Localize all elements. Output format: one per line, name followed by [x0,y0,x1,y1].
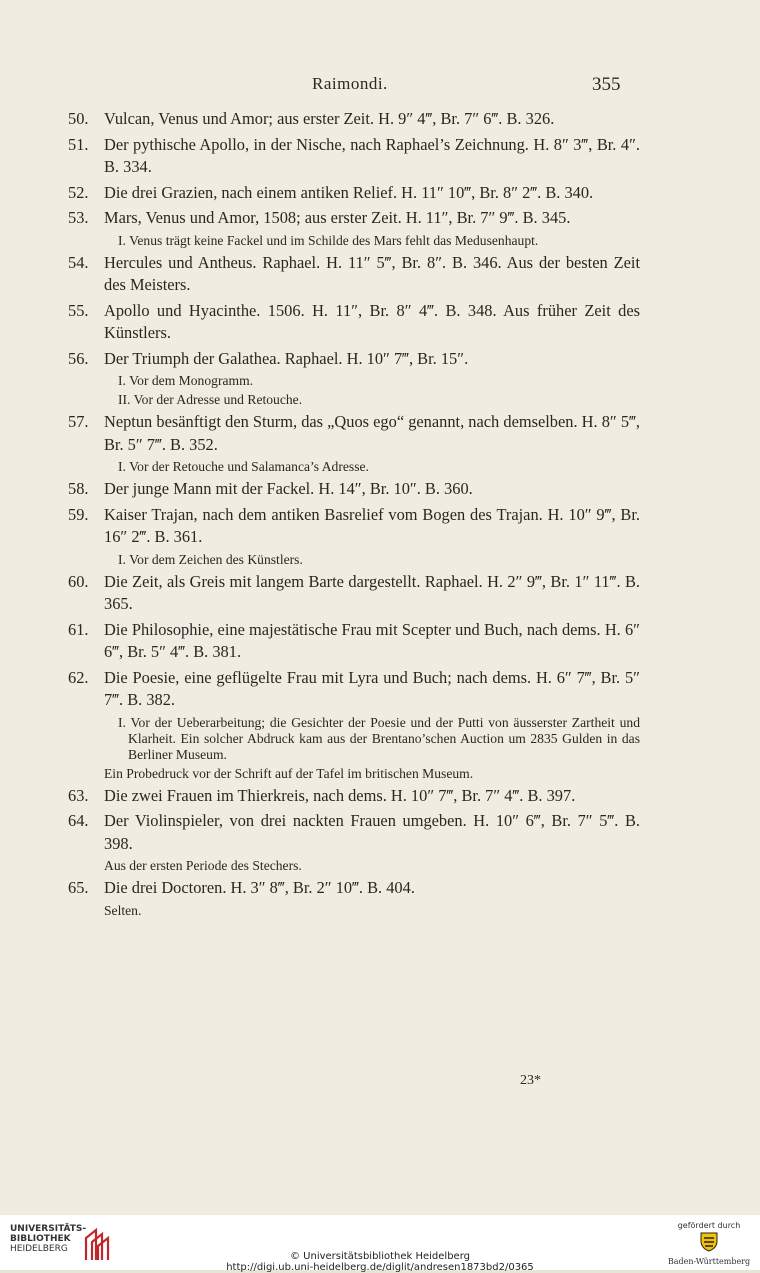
entry-text: Der pythische Apollo, in der Nische, nach Raphael’s Zeichnung. H. 8″ 3‴, Br. 4″. B. 334. [104,134,640,176]
entry-text: Die drei Doctoren. H. 3″ 8‴, Br. 2″ 10‴. B. 404. [104,878,415,897]
catalogue-entry [68,252,640,297]
catalogue-entry [68,619,640,664]
entry-number: 50. [68,109,89,128]
entry-text: Der Triumph der Galathea. Raphael. H. 10″ 7‴, Br. 15″. [104,348,469,368]
entry-text: Die drei Grazien, nach einem antiken Relief. H. 11″ 10‴, Br. 8″ 2‴. B. 340. [104,182,594,202]
state-note: II. Vor der Adresse und Retouche. [118,392,303,407]
coat-of-arms-icon [698,1230,720,1252]
catalogue-entry [68,877,640,919]
entry-number: 64. [68,811,89,830]
entry-text: Der junge Mann mit der Fackel. H. 14″, Br. 10″. B. 360. [104,479,473,498]
entry-text: Die Philosophie, eine majestätische Frau mit Scepter und Buch, nach dems. H. 6″ 6‴, Br. 5″ 4‴. B. 381. [104,619,640,661]
entry-number: 58. [68,479,89,498]
entry-number: 56. [68,348,89,368]
library-name-line: HEIDELBERG [10,1244,68,1254]
entry-text: Die Poesie, eine geflügelte Frau mit Lyra und Buch; nach dems. H. 6″ 7‴, Br. 5″ 7‴. B. 382. [104,667,640,709]
catalogue-entry [68,571,640,616]
entry-text: Vulcan, Venus und Amor; aus erster Zeit. H. 9″ 4‴, Br. 7″ 6‴. B. 326. [104,109,555,128]
entry-text: Mars, Venus und Amor, 1508; aus erster Zeit. H. 11″, Br. 7″ 9‴. B. 345. [104,208,571,227]
page-number: 355 [592,74,621,95]
catalogue-entry [68,810,640,874]
entry-text: Apollo und Hyacinthe. 1506. H. 11″, Br. 8″ 4‴. B. 348. Aus früher Zeit des Künstlers. [104,300,640,342]
catalogue-entry [68,207,640,249]
catalogue-entry [68,411,640,475]
entry-text: Die zwei Frauen im Thierkreis, nach dems. H. 10″ 7‴, Br. 7″ 4‴. B. 397. [104,785,576,805]
sponsor-label: gefördert durch [677,1221,741,1230]
entry-number: 53. [68,208,89,227]
entry-number: 65. [68,878,89,897]
library-name-line: BIBLIOTHEK [10,1234,71,1244]
catalogue-entry [68,667,640,782]
state-note: I. Vor dem Monogramm. [118,373,254,388]
sponsor-logo[interactable] [666,1221,752,1266]
copyright-notice: © Universitätsbibliothek Heidelberg [289,1251,470,1262]
permalink-url[interactable]: http://digi.ub.uni-heidelberg.de/diglit/andresen1873bd2/0365 [226,1262,534,1273]
entry-number: 55. [68,300,89,320]
entry-text: Kaiser Trajan, nach dem antiken Basrelief vom Bogen des Trajan. H. 10″ 9‴, Br. 16″ 2‴. B. 361. [104,504,640,546]
state-note: Ein Probedruck vor der Schrift auf der Tafel im britischen Museum. [104,765,474,781]
catalogue-entries [68,108,640,922]
state-note: I. Vor der Ueberarbeitung; die Gesichter der Poesie und der Putti von äusserster Zartheit und Klarheit. Ein solcher Abdruck kam aus der Brentano’schen Auction um 2835 Gulden in das Berliner Museum. [118,714,640,762]
state-note: I. Vor dem Zeichen des Künstlers. [118,551,303,567]
state-note: Selten. [104,902,142,918]
catalogue-entry [68,300,640,345]
entry-number: 62. [68,667,89,687]
catalogue-entry [68,134,640,179]
catalogue-entry [68,182,640,205]
entry-number: 51. [68,134,89,154]
state-note: I. Vor der Retouche und Salamanca’s Adresse. [118,459,369,474]
catalogue-entry [68,348,640,409]
entry-number: 57. [68,412,89,431]
entry-text: Neptun besänftigt den Sturm, das „Quos ego“ genannt, nach demselben. H. 8″ 5‴, Br. 5″ 7‴. B. 352. [104,412,640,454]
entry-text: Der Violinspieler, von drei nackten Frauen umgeben. H. 10″ 6‴, Br. 7″ 5‴. B. 398. [104,811,640,853]
entry-text: Die Zeit, als Greis mit langem Barte dargestellt. Raphael. H. 2″ 9‴, Br. 1″ 11‴. B. 365. [104,571,640,613]
entry-number: 54. [68,252,89,272]
catalogue-entry [68,785,640,808]
catalogue-entry [68,108,640,131]
state-note: I. Venus trägt keine Fackel und im Schilde des Mars fehlt das Medusenhaupt. [118,232,539,248]
library-name-line: UNIVERSITÄTS- [10,1224,87,1234]
catalogue-entry [68,478,640,501]
entry-text: Hercules und Antheus. Raphael. H. 11″ 5‴, Br. 8″. B. 346. Aus der besten Zeit des Meisters. [104,252,640,294]
printer-signature: 23* [520,1073,541,1088]
entry-number: 52. [68,182,89,202]
running-head: Raimondi. [312,74,388,93]
state-note: Aus der ersten Periode des Stechers. [104,858,302,873]
entry-number: 59. [68,504,89,524]
entry-number: 60. [68,571,89,591]
digitization-footer [0,1215,760,1273]
page-header [0,74,760,98]
entry-number: 63. [68,785,89,805]
sponsor-name: Baden-Württemberg [667,1257,751,1266]
catalogue-entry [68,504,640,568]
entry-number: 61. [68,619,89,639]
